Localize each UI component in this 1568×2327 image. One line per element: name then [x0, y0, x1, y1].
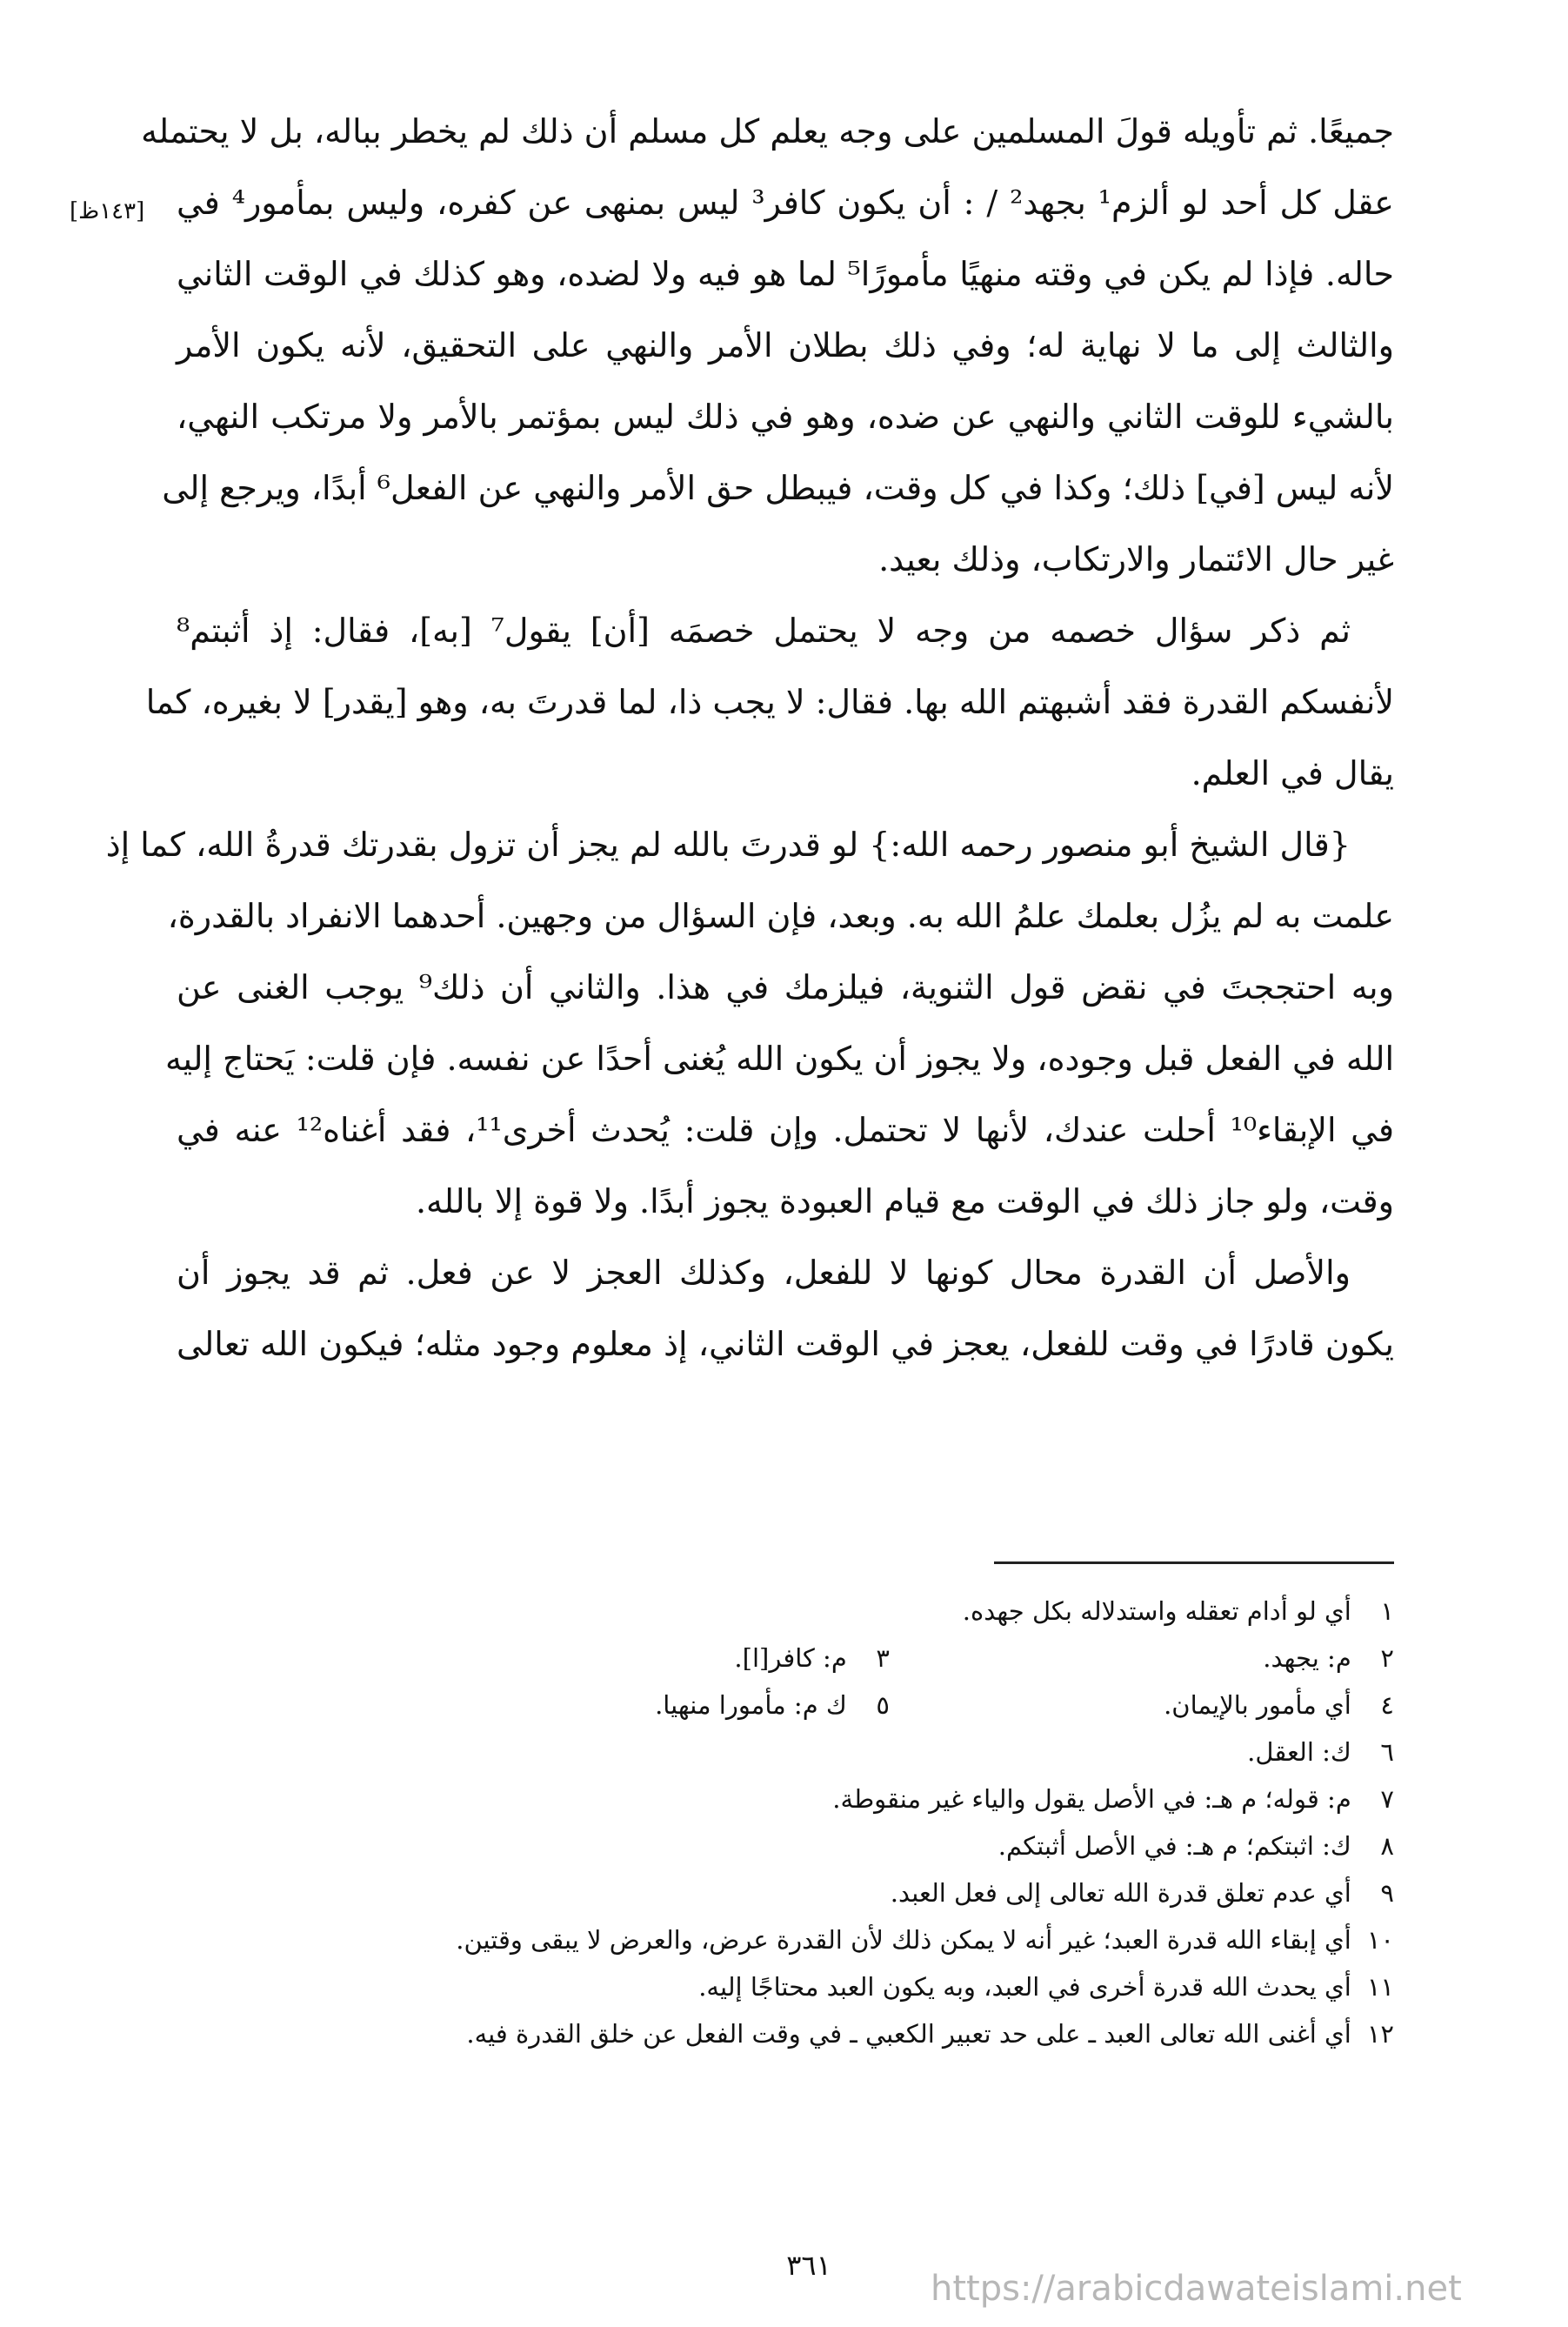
footnote-number: ٧: [1380, 1784, 1394, 1814]
footnote-5: [655, 1682, 890, 1729]
footnote-number: ٦: [1380, 1737, 1394, 1767]
footnote-11: [698, 1963, 1394, 2010]
footnote-row: [177, 1963, 1394, 2010]
page-number: ٣٦١: [786, 2249, 831, 2282]
text-line: ثم ذكر سؤال خصمه من وجه لا يحتمل خصمَه [أن] يقول⁷ [به]، فقال: إذ أثبتم⁸: [177, 612, 1351, 650]
footnote-text: أي إبقاء الله قدرة العبد؛ غير أنه لا يمكن ذلك لأن القدرة عرض، والعرض لا يبقى وقتين.: [456, 1925, 1351, 1955]
footnote-row: [177, 1869, 1394, 1916]
text-line: يقال في العلم.: [1191, 754, 1394, 792]
footnote-text: ك: اثبتكم؛ م هـ: في الأصل أثبتكم.: [998, 1831, 1351, 1861]
footnote-number: ١١: [1366, 1972, 1394, 2002]
footnote-number: ١: [1380, 1596, 1394, 1626]
footnote-row: [177, 1729, 1394, 1775]
footnote-text: أي يحدث الله قدرة أخرى في العبد، وبه يكون العبد محتاجًا إليه.: [698, 1972, 1351, 2002]
text-line: علمت به لم يزُل بعلمك علمُ الله به. وبعد، فإن السؤال من وجهين. أحدهما الانفراد بالقدرة،: [167, 897, 1394, 935]
footnote-text: ك م: مأمورا منهيا.: [655, 1690, 847, 1720]
footnote-8: [998, 1822, 1394, 1869]
text-line: لأنفسكم القدرة فقد أشبهتم الله بها. فقال: لا يجب ذا، لما قدرتَ به، وهو [يقدر] لا بغيره، كما: [145, 683, 1394, 721]
text-line: والأصل أن القدرة محال كونها لا للفعل، وكذلك العجز لا عن فعل. ثم قد يجوز أن: [177, 1254, 1351, 1292]
text-line: الله في الفعل قبل وجوده، ولا يجوز أن يكون الله يُغنى أحدًا عن نفسه. فإن قلت: يَحتاج إليه: [165, 1040, 1394, 1078]
footnote-text: أي أغنى الله تعالى العبد ـ على حد تعبير الكعبي ـ في وقت الفعل عن خلق القدرة فيه.: [466, 2019, 1351, 2049]
footnote-row: [177, 1682, 1394, 1729]
text-line: في الإبقاء¹⁰ أحلت عندك، لأنها لا تحتمل. وإن قلت: يُحدث أخرى¹¹، فقد أغناه¹² عنه في: [177, 1111, 1394, 1149]
footnote-number: ٣: [876, 1643, 890, 1673]
footnote-row: [177, 2010, 1394, 2057]
footnote-3: [734, 1635, 890, 1682]
footnote-number: ٤: [1380, 1690, 1394, 1720]
footnote-row: [177, 1822, 1394, 1869]
footnote-text: أي لو أدام تعقله واستدلاله بكل جهده.: [962, 1596, 1351, 1626]
footnote-number: ٩: [1380, 1878, 1394, 1908]
footnote-number: ٨: [1380, 1831, 1394, 1861]
footnote-4: [1164, 1682, 1394, 1729]
footnote-2: [1263, 1635, 1394, 1682]
text-line: والثالث إلى ما لا نهاية له؛ وفي ذلك بطلان الأمر والنهي على التحقيق، لأنه يكون الأمر: [177, 326, 1394, 364]
footnote-text: أي مأمور بالإيمان.: [1164, 1690, 1351, 1720]
footnote-10: [456, 1916, 1394, 1963]
footnote-number: ٢: [1380, 1643, 1394, 1673]
source-watermark: https://arabicdawateislami.net: [931, 2269, 1462, 2309]
footnote-9: [891, 1869, 1394, 1916]
text-line: لأنه ليس [في] ذلك؛ وكذا في كل وقت، فيبطل حق الأمر والنهي عن الفعل⁶ أبدًا، ويرجع إلى: [162, 469, 1394, 507]
manuscript-folio-marker: [١٤٣ظ]: [70, 198, 145, 224]
footnotes: [177, 1588, 1394, 2057]
footnote-text: م: يجهد.: [1263, 1643, 1351, 1673]
text-line: {قال الشيخ أبو منصور رحمه الله:} لو قدرتَ بالله لم يجز أن تزول بقدرتك قدرةُ الله، كما إذ: [105, 826, 1351, 864]
footnote-number: ١٢: [1366, 2019, 1394, 2049]
footnote-1: [963, 1588, 1394, 1635]
footnote-row: [177, 1916, 1394, 1963]
footnote-text: م: قوله؛ م هـ: في الأصل يقول والياء غير منقوطة.: [832, 1784, 1351, 1814]
footnote-6: [1247, 1729, 1394, 1775]
footnote-number: ٥: [876, 1690, 890, 1720]
text-line: جميعًا. ثم تأويله قولَ المسلمين على وجه يعلم كل مسلم أن ذلك لم يخطر بباله، بل لا يحتمله: [141, 112, 1394, 150]
text-line: وقت، ولو جاز ذلك في الوقت مع قيام العبودة يجوز أبدًا. ولا قوة إلا بالله.: [415, 1182, 1394, 1220]
footnote-12: [466, 2010, 1394, 2057]
footnote-row: [177, 1775, 1394, 1822]
footnote-number: ١٠: [1366, 1925, 1394, 1955]
footnote-text: أي عدم تعلق قدرة الله تعالى إلى فعل العبد.: [890, 1878, 1351, 1908]
footnote-7: [832, 1775, 1394, 1822]
footnote-row: [177, 1588, 1394, 1635]
text-line: عقل كل أحد لو ألزم¹ بجهد² / : أن يكون كافر³ ليس بمنهى عن كفره، وليس بمأمور⁴ في: [177, 184, 1394, 222]
text-line: يكون قادرًا في وقت للفعل، يعجز في الوقت الثاني، إذ معلوم وجود مثله؛ فيكون الله تعالى: [177, 1325, 1394, 1363]
text-line: وبه احتججتَ في نقض قول الثنوية، فيلزمك في هذا. والثاني أن ذلك⁹ يوجب الغنى عن: [177, 968, 1394, 1006]
footnote-divider: [994, 1561, 1394, 1564]
footnote-text: ك: العقل.: [1247, 1737, 1351, 1767]
text-line: غير حال الائتمار والارتكاب، وذلك بعيد.: [878, 540, 1394, 578]
text-line: حاله. فإذا لم يكن في وقته منهيًا مأمورًا⁵ لما هو فيه ولا لضده، وهو كذلك في الوقت الثاني: [177, 255, 1394, 293]
text-line: بالشيء للوقت الثاني والنهي عن ضده، وهو في ذلك ليس بمؤتمر بالأمر ولا مرتكب النهي،: [177, 398, 1394, 436]
footnote-row: [177, 1635, 1394, 1682]
footnote-text: م: كافر[ا].: [734, 1643, 847, 1673]
